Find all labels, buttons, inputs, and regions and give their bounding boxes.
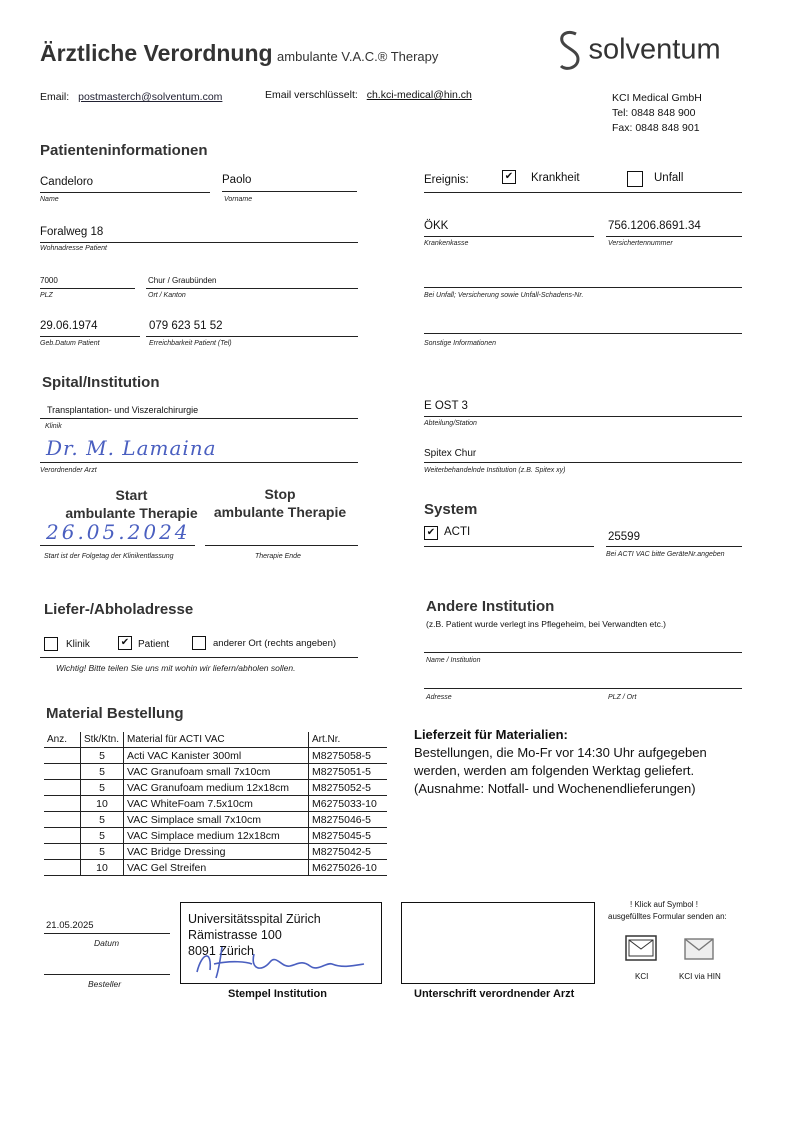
krankenkasse[interactable]: ÖKK xyxy=(424,220,449,232)
material-anz-cell[interactable] xyxy=(44,812,81,828)
stop-heading-line1: Stop xyxy=(264,486,296,502)
divider xyxy=(606,546,742,547)
material-table-header xyxy=(44,732,387,748)
lieferzeit-line3: (Ausnahme: Notfall- und Wochenendlieferungen) xyxy=(414,781,696,796)
table-row xyxy=(44,828,387,844)
patient-address[interactable]: Foralweg 18 xyxy=(40,226,104,238)
email-enc-link[interactable]: ch.kci-medical@hin.ch xyxy=(366,89,472,101)
unfall-versicherung-caption: Bei Unfall; Versicherung sowie Unfall-Schadens-Nr. xyxy=(424,292,584,299)
verordnender-arzt-value[interactable]: Dr. M. Lamaina xyxy=(46,436,217,460)
material-stk-cell: 5 xyxy=(81,764,124,780)
form-title-sub: ambulante V.A.C.® Therapy xyxy=(277,49,439,64)
material-stk-cell: 10 xyxy=(81,860,124,876)
patient-vorname[interactable]: Paolo xyxy=(222,174,252,186)
divider xyxy=(40,545,195,546)
divider xyxy=(424,416,742,417)
start-heading xyxy=(44,486,219,522)
table-row xyxy=(44,860,387,876)
table-row xyxy=(44,764,387,780)
patient-address-caption: Wohnadresse Patient xyxy=(40,245,107,252)
signature-scribble xyxy=(192,942,372,982)
divider xyxy=(40,242,358,243)
material-stk-cell: 5 xyxy=(81,828,124,844)
divider xyxy=(40,336,140,337)
stamp-line3: 8091 Zürich xyxy=(188,944,255,958)
col-anz: Anz. xyxy=(44,732,81,748)
material-stk-cell: 5 xyxy=(81,812,124,828)
unfall-label: Unfall xyxy=(654,172,684,184)
abteilung-caption: Abteilung/Station xyxy=(424,420,477,427)
versichertennummer-caption: Versichertennummer xyxy=(608,240,673,247)
material-anz-cell[interactable] xyxy=(44,764,81,780)
event-label: Ereignis: xyxy=(424,174,469,186)
material-artnr-cell: M8275046-5 xyxy=(309,812,388,828)
stamp-line2: Rämistrasse 100 xyxy=(188,928,282,942)
divider xyxy=(40,288,135,289)
liefer-patient-checkbox[interactable]: ✔ xyxy=(118,636,132,650)
klinik-caption: Klinik xyxy=(45,423,62,430)
divider xyxy=(606,236,742,237)
col-artnr: Art.Nr. xyxy=(309,732,388,748)
kci-mail-label: KCI xyxy=(635,972,649,981)
liefer-note: Wichtig! Bitte teilen Sie uns mit wohin wir liefern/abholen sollen. xyxy=(56,663,296,673)
table-row xyxy=(44,796,387,812)
liefer-klinik-checkbox[interactable] xyxy=(44,637,58,651)
mail-icon xyxy=(625,935,657,961)
material-name-cell: VAC Gel Streifen xyxy=(124,860,309,876)
material-name-cell: VAC Bridge Dressing xyxy=(124,844,309,860)
divider xyxy=(424,462,742,463)
patient-name[interactable]: Candeloro xyxy=(40,176,94,188)
material-anz-cell[interactable] xyxy=(44,860,81,876)
patient-dob-caption: Geb.Datum Patient xyxy=(40,340,100,347)
patient-dob[interactable]: 29.06.1974 xyxy=(40,320,98,332)
material-stk-cell: 5 xyxy=(81,844,124,860)
table-row xyxy=(44,844,387,860)
divider xyxy=(44,974,170,975)
patient-plz-caption: PLZ xyxy=(40,292,53,299)
material-name-cell: VAC Simplace medium 12x18cm xyxy=(124,828,309,844)
geraete-nr-value[interactable]: 25599 xyxy=(608,531,640,543)
acti-checkbox[interactable]: ✔ xyxy=(424,526,438,540)
divider xyxy=(424,236,594,237)
liefer-anderer-checkbox[interactable] xyxy=(192,636,206,650)
andere-section-title: Andere Institution xyxy=(426,598,555,615)
verordnender-arzt-caption: Verordnender Arzt xyxy=(40,467,97,474)
start-caption: Start ist der Folgetag der Klinikentlassung xyxy=(44,553,174,560)
company-name: KCI Medical GmbH xyxy=(612,92,702,104)
patient-tel-caption: Erreichbarkeit Patient (Tel) xyxy=(149,340,232,347)
divider xyxy=(40,192,210,193)
datum-value[interactable]: 21.05.2025 xyxy=(46,920,94,931)
andere-plz-caption: PLZ / Ort xyxy=(608,694,637,701)
krankheit-label: Krankheit xyxy=(531,172,580,184)
start-heading-line1: Start xyxy=(115,487,148,503)
liefer-klinik-label: Klinik xyxy=(66,639,90,650)
material-name-cell: VAC Granufoam small 7x10cm xyxy=(124,764,309,780)
material-name-cell: VAC WhiteFoam 7.5x10cm xyxy=(124,796,309,812)
divider xyxy=(40,418,358,419)
divider xyxy=(424,652,742,653)
datum-caption: Datum xyxy=(94,938,120,948)
col-stk: Stk/Ktn. xyxy=(81,732,124,748)
material-artnr-cell: M8275042-5 xyxy=(309,844,388,860)
liefer-section-title: Liefer-/Abholadresse xyxy=(44,601,194,618)
acti-label: ACTI xyxy=(444,526,471,538)
company-tel: Tel: 0848 848 900 xyxy=(612,107,696,119)
stop-heading xyxy=(205,485,355,521)
patient-ort[interactable]: Chur / Graubünden xyxy=(148,276,217,285)
krankheit-checkbox[interactable]: ✔ xyxy=(502,170,516,184)
material-artnr-cell: M8275051-5 xyxy=(309,764,388,780)
liefer-patient-label: Patient xyxy=(138,639,170,650)
start-date-value[interactable]: 26.05.2024 xyxy=(46,520,191,544)
lieferzeit-line1: Bestellungen, die Mo-Fr vor 14:30 Uhr aufgegeben xyxy=(414,745,707,760)
lieferzeit-title: Lieferzeit für Materialien: xyxy=(414,727,568,742)
andere-adresse-caption: Adresse xyxy=(426,694,452,701)
material-anz-cell[interactable] xyxy=(44,748,81,764)
divider xyxy=(146,336,358,337)
divider xyxy=(44,933,170,934)
patient-vorname-caption: Vorname xyxy=(224,196,253,203)
brand-name: solventum xyxy=(588,33,721,66)
divider xyxy=(40,462,358,463)
weiterbehandelnde-caption: Weiterbehandelnde Institution (z.B. Spitex xy) xyxy=(424,467,566,474)
email-enc-label: Email verschlüsselt: xyxy=(265,89,358,101)
email-enc-row xyxy=(265,89,472,101)
signature-box[interactable] xyxy=(401,902,595,984)
signature-caption: Unterschrift verordnender Arzt xyxy=(414,988,575,1000)
unfall-checkbox[interactable] xyxy=(627,171,643,187)
krankenkasse-caption: Krankenkasse xyxy=(424,240,469,247)
divider xyxy=(40,657,358,658)
andere-subtitle: (z.B. Patient wurde verlegt ins Pflegeheim, bei Verwandten etc.) xyxy=(426,619,667,629)
sonstige-caption: Sonstige Informationen xyxy=(424,340,496,347)
patient-section-title: Patienteninformationen xyxy=(40,142,208,159)
kci-hin-mail-button[interactable] xyxy=(684,938,714,965)
stamp-caption: Stempel Institution xyxy=(228,988,327,1000)
versichertennummer[interactable]: 756.1206.8691.34 xyxy=(608,220,701,232)
material-stk-cell: 5 xyxy=(81,780,124,796)
material-anz-cell[interactable] xyxy=(44,796,81,812)
material-anz-cell[interactable] xyxy=(44,780,81,796)
divider xyxy=(222,191,357,192)
klick-hint-line2: ausgefülltes Formular senden an: xyxy=(608,912,727,921)
material-anz-cell[interactable] xyxy=(44,828,81,844)
patient-plz[interactable]: 7000 xyxy=(40,276,58,285)
material-section-title: Material Bestellung xyxy=(46,705,184,722)
liefer-anderer-label: anderer Ort (rechts angeben) xyxy=(213,638,337,649)
divider xyxy=(146,288,358,289)
patient-ort-caption: Ort / Kanton xyxy=(148,292,186,299)
material-artnr-cell: M8275045-5 xyxy=(309,828,388,844)
material-artnr-cell: M8275052-5 xyxy=(309,780,388,796)
material-name-cell: VAC Simplace small 7x10cm xyxy=(124,812,309,828)
material-stk-cell: 10 xyxy=(81,796,124,812)
email-label: Email: xyxy=(40,91,70,103)
weiterbehandelnde-value[interactable]: Spitex Chur xyxy=(424,448,477,459)
mail-icon xyxy=(684,938,714,960)
form-title-main: Ärztliche Verordnung xyxy=(40,40,273,66)
divider xyxy=(424,287,742,288)
col-material: Material für ACTI VAC xyxy=(124,732,309,748)
divider xyxy=(424,546,594,547)
stop-caption: Therapie Ende xyxy=(255,553,301,560)
klinik-value[interactable]: Transplantation- und Viszeralchirurgie xyxy=(47,405,199,415)
kci-mail-button[interactable] xyxy=(625,935,657,966)
divider xyxy=(205,545,358,546)
material-artnr-cell: M6275026-10 xyxy=(309,860,388,876)
start-heading-line2: ambulante Therapie xyxy=(65,505,198,521)
patient-name-caption: Name xyxy=(40,196,59,203)
form-title xyxy=(40,40,438,67)
system-section-title: System xyxy=(424,501,478,518)
table-row xyxy=(44,812,387,828)
divider xyxy=(424,192,742,193)
geraete-nr-caption: Bei ACTI VAC bitte GeräteNr.angeben xyxy=(606,551,725,558)
stamp-line1: Universitätsspital Zürich xyxy=(188,912,321,926)
email-row xyxy=(40,91,222,103)
besteller-caption: Besteller xyxy=(88,979,122,989)
company-fax: Fax: 0848 848 901 xyxy=(612,122,700,134)
spital-section-title: Spital/Institution xyxy=(42,374,160,391)
klick-hint-line1: ! Klick auf Symbol ! xyxy=(630,900,699,909)
abteilung-value[interactable]: E OST 3 xyxy=(424,400,468,412)
divider xyxy=(424,688,742,689)
material-table xyxy=(44,732,387,876)
email-link[interactable]: postmasterch@solventum.com xyxy=(78,91,223,103)
patient-tel[interactable]: 079 623 51 52 xyxy=(149,320,223,332)
material-name-cell: VAC Granufoam medium 12x18cm xyxy=(124,780,309,796)
table-row xyxy=(44,780,387,796)
solventum-logo-icon xyxy=(556,28,584,72)
brand-logo xyxy=(556,28,721,72)
material-anz-cell[interactable] xyxy=(44,844,81,860)
divider xyxy=(424,333,742,334)
material-stk-cell: 5 xyxy=(81,748,124,764)
material-name-cell: Acti VAC Kanister 300ml xyxy=(124,748,309,764)
andere-name-caption: Name / Institution xyxy=(426,657,481,664)
material-artnr-cell: M8275058-5 xyxy=(309,748,388,764)
material-artnr-cell: M6275033-10 xyxy=(309,796,388,812)
kci-hin-mail-label: KCI via HIN xyxy=(679,972,721,981)
table-row xyxy=(44,748,387,764)
stop-heading-line2: ambulante Therapie xyxy=(213,504,347,520)
lieferzeit-line2: werden, werden am folgenden Werktag geliefert. xyxy=(414,763,695,778)
